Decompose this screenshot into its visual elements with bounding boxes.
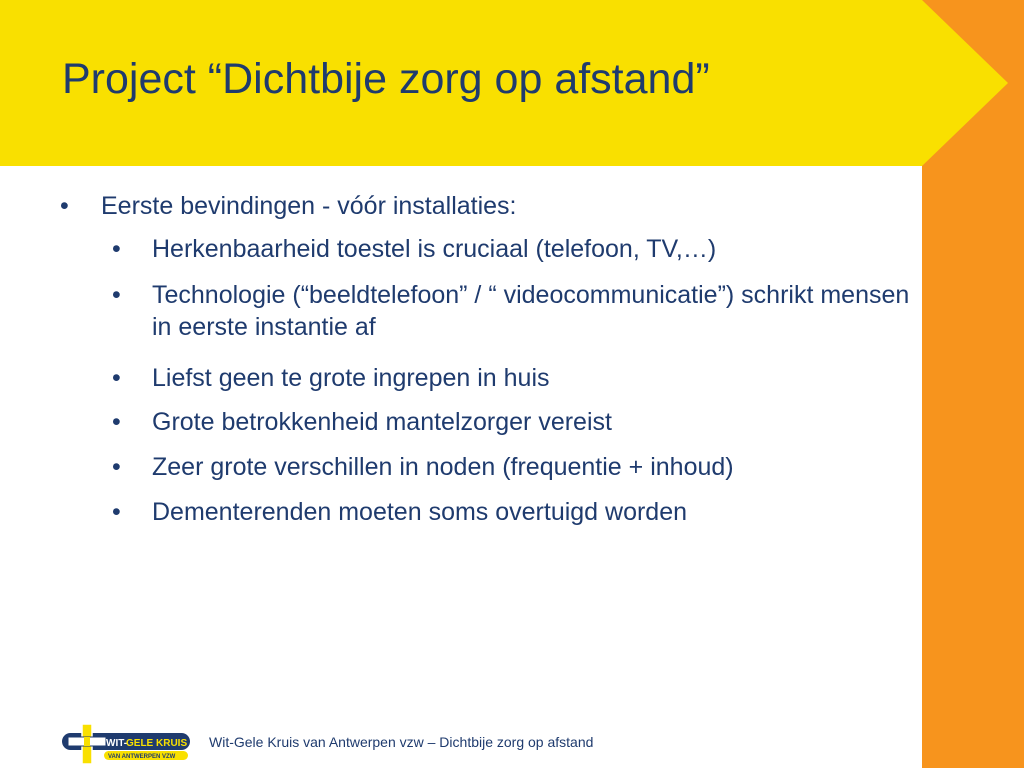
- bullet-dot: •: [60, 192, 69, 220]
- slide-title: Project “Dichtbije zorg op afstand”: [62, 55, 710, 103]
- bullet-text: Liefst geen te grote ingrepen in huis: [152, 364, 550, 392]
- bullet-text: Grote betrokkenheid mantelzorger vereist: [152, 408, 612, 436]
- svg-text:VAN ANTWERPEN VZW: VAN ANTWERPEN VZW: [108, 754, 176, 760]
- bullet-dot: •: [112, 364, 121, 392]
- bullet-dot: •: [112, 235, 121, 263]
- footer-text: Wit-Gele Kruis van Antwerpen vzw – Dichtbije zorg op afstand: [209, 734, 594, 750]
- sub-bullet-item: [112, 496, 912, 528]
- bullet-text: Eerste bevindingen - vóór installaties:: [101, 192, 517, 220]
- sub-bullet-item: [112, 279, 912, 343]
- wit-gele-kruis-logo: [60, 724, 194, 764]
- bullet-dot: •: [112, 453, 121, 481]
- svg-text:GELE KRUIS: GELE KRUIS: [126, 738, 188, 749]
- sub-bullet-item: [112, 451, 912, 483]
- sub-bullet-item: [112, 233, 912, 265]
- bullet-dot: •: [112, 408, 121, 436]
- bullet-dot: •: [112, 281, 121, 309]
- bullet-dot: •: [112, 498, 121, 526]
- bullet-text: Dementerenden moeten soms overtuigd worden: [152, 498, 688, 526]
- svg-text:WIT-: WIT-: [106, 738, 128, 749]
- bullet-text: Herkenbaarheid toestel is cruciaal (telefoon, TV,…): [152, 235, 717, 263]
- sub-bullet-item: [112, 362, 912, 394]
- bullet-item: [60, 190, 910, 222]
- bullet-text: Zeer grote verschillen in noden (frequentie + inhoud): [152, 453, 734, 481]
- sub-bullet-item: [112, 406, 912, 438]
- bullet-text: Technologie (“beeldtelefoon” / “ videocommunicatie”) schrikt mensen in eerste instantie af: [152, 281, 910, 341]
